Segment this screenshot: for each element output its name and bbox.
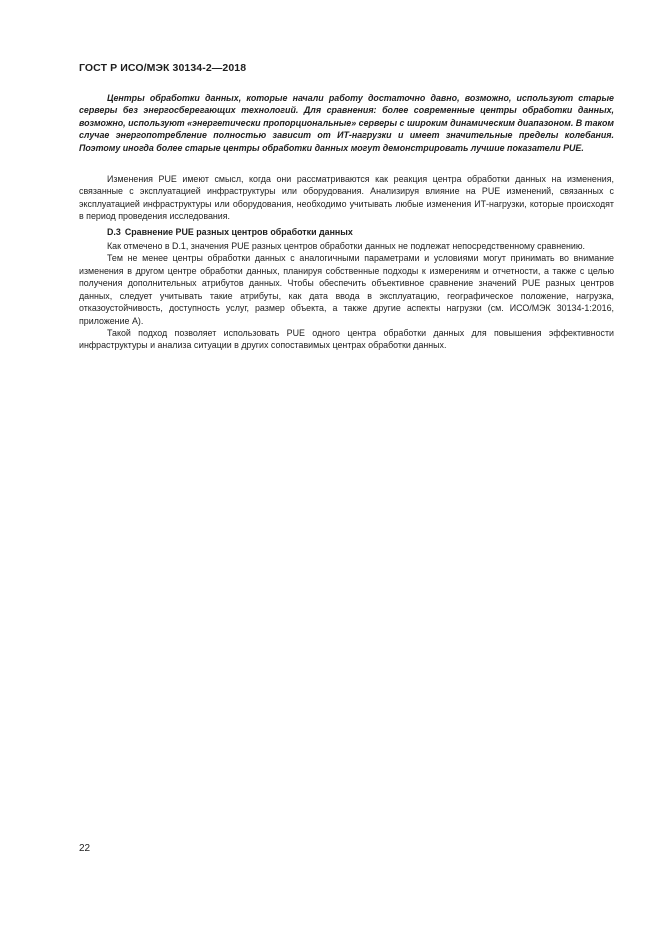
section-heading bbox=[79, 226, 614, 238]
paragraph-comparison-attributes: Тем не менее центры обработки данных с аналогичными параметрами и условиями могут принимать во внимание изменения в другом центре обработки данных, планируя собственные подходы к измерениям и отчетности, а также с целью получения дополнительных атрибутов данных. Чтобы обеспечить объективное сравнение значений PUE разных центров данных, следует учитывать такие атрибуты, как дата ввода в эксплуатацию, географическое положение, нагрузка, отказоустойчивость, доступность услуг, размер объекта, а также другие аспекты нагрузки (см. ИСО/МЭК 30134-1:2016, приложение А). bbox=[79, 253, 614, 326]
section-title: Сравнение PUE разных центров обработки данных bbox=[124, 226, 353, 237]
page-content bbox=[79, 92, 614, 352]
paragraph-pue-changes: Изменения PUE имеют смысл, когда они рассматриваются как реакция центра обработки данных на изменения, связанные с эксплуатацией инфраструктуры или оборудования. Анализируя влияние на PUE изменений, связанных с эксплуатацией инфраструктуры или оборудования, необходимо учитывать любые изменения ИТ-нагрузки, которые происходят в период проведения исследования. bbox=[79, 174, 614, 222]
page-number: 22 bbox=[79, 843, 91, 854]
section-number: D.3 bbox=[107, 226, 121, 237]
document-header: ГОСТ Р ИСО/МЭК 30134-2—2018 bbox=[79, 62, 247, 74]
paragraph-d1-reference: Как отмечено в D.1, значения PUE разных центров обработки данных не подлежат непосредственному сравнению. bbox=[107, 241, 586, 252]
italic-note: Центры обработки данных, которые начали работу достаточно давно, возможно, используют старые серверы без энергосберегающих технологий. Для сравнения: более современные центры обработки данных, возможно, используют «энергетически пропорциональные» серверы с широким динамическим диапазоном. В таком случае энергопотребление полностью зависит от ИТ-нагрузки и имеет значительные пределы колебания. Поэтому иногда более старые центры обработки данных могут демонстрировать лучшие показатели PUE. bbox=[79, 93, 614, 153]
paragraph-approach: Такой подход позволяет использовать PUE одного центра обработки данных для повышения эффективности инфраструктуры и анализа ситуации в других сопоставимых центрах обработки данных. bbox=[79, 327, 614, 351]
